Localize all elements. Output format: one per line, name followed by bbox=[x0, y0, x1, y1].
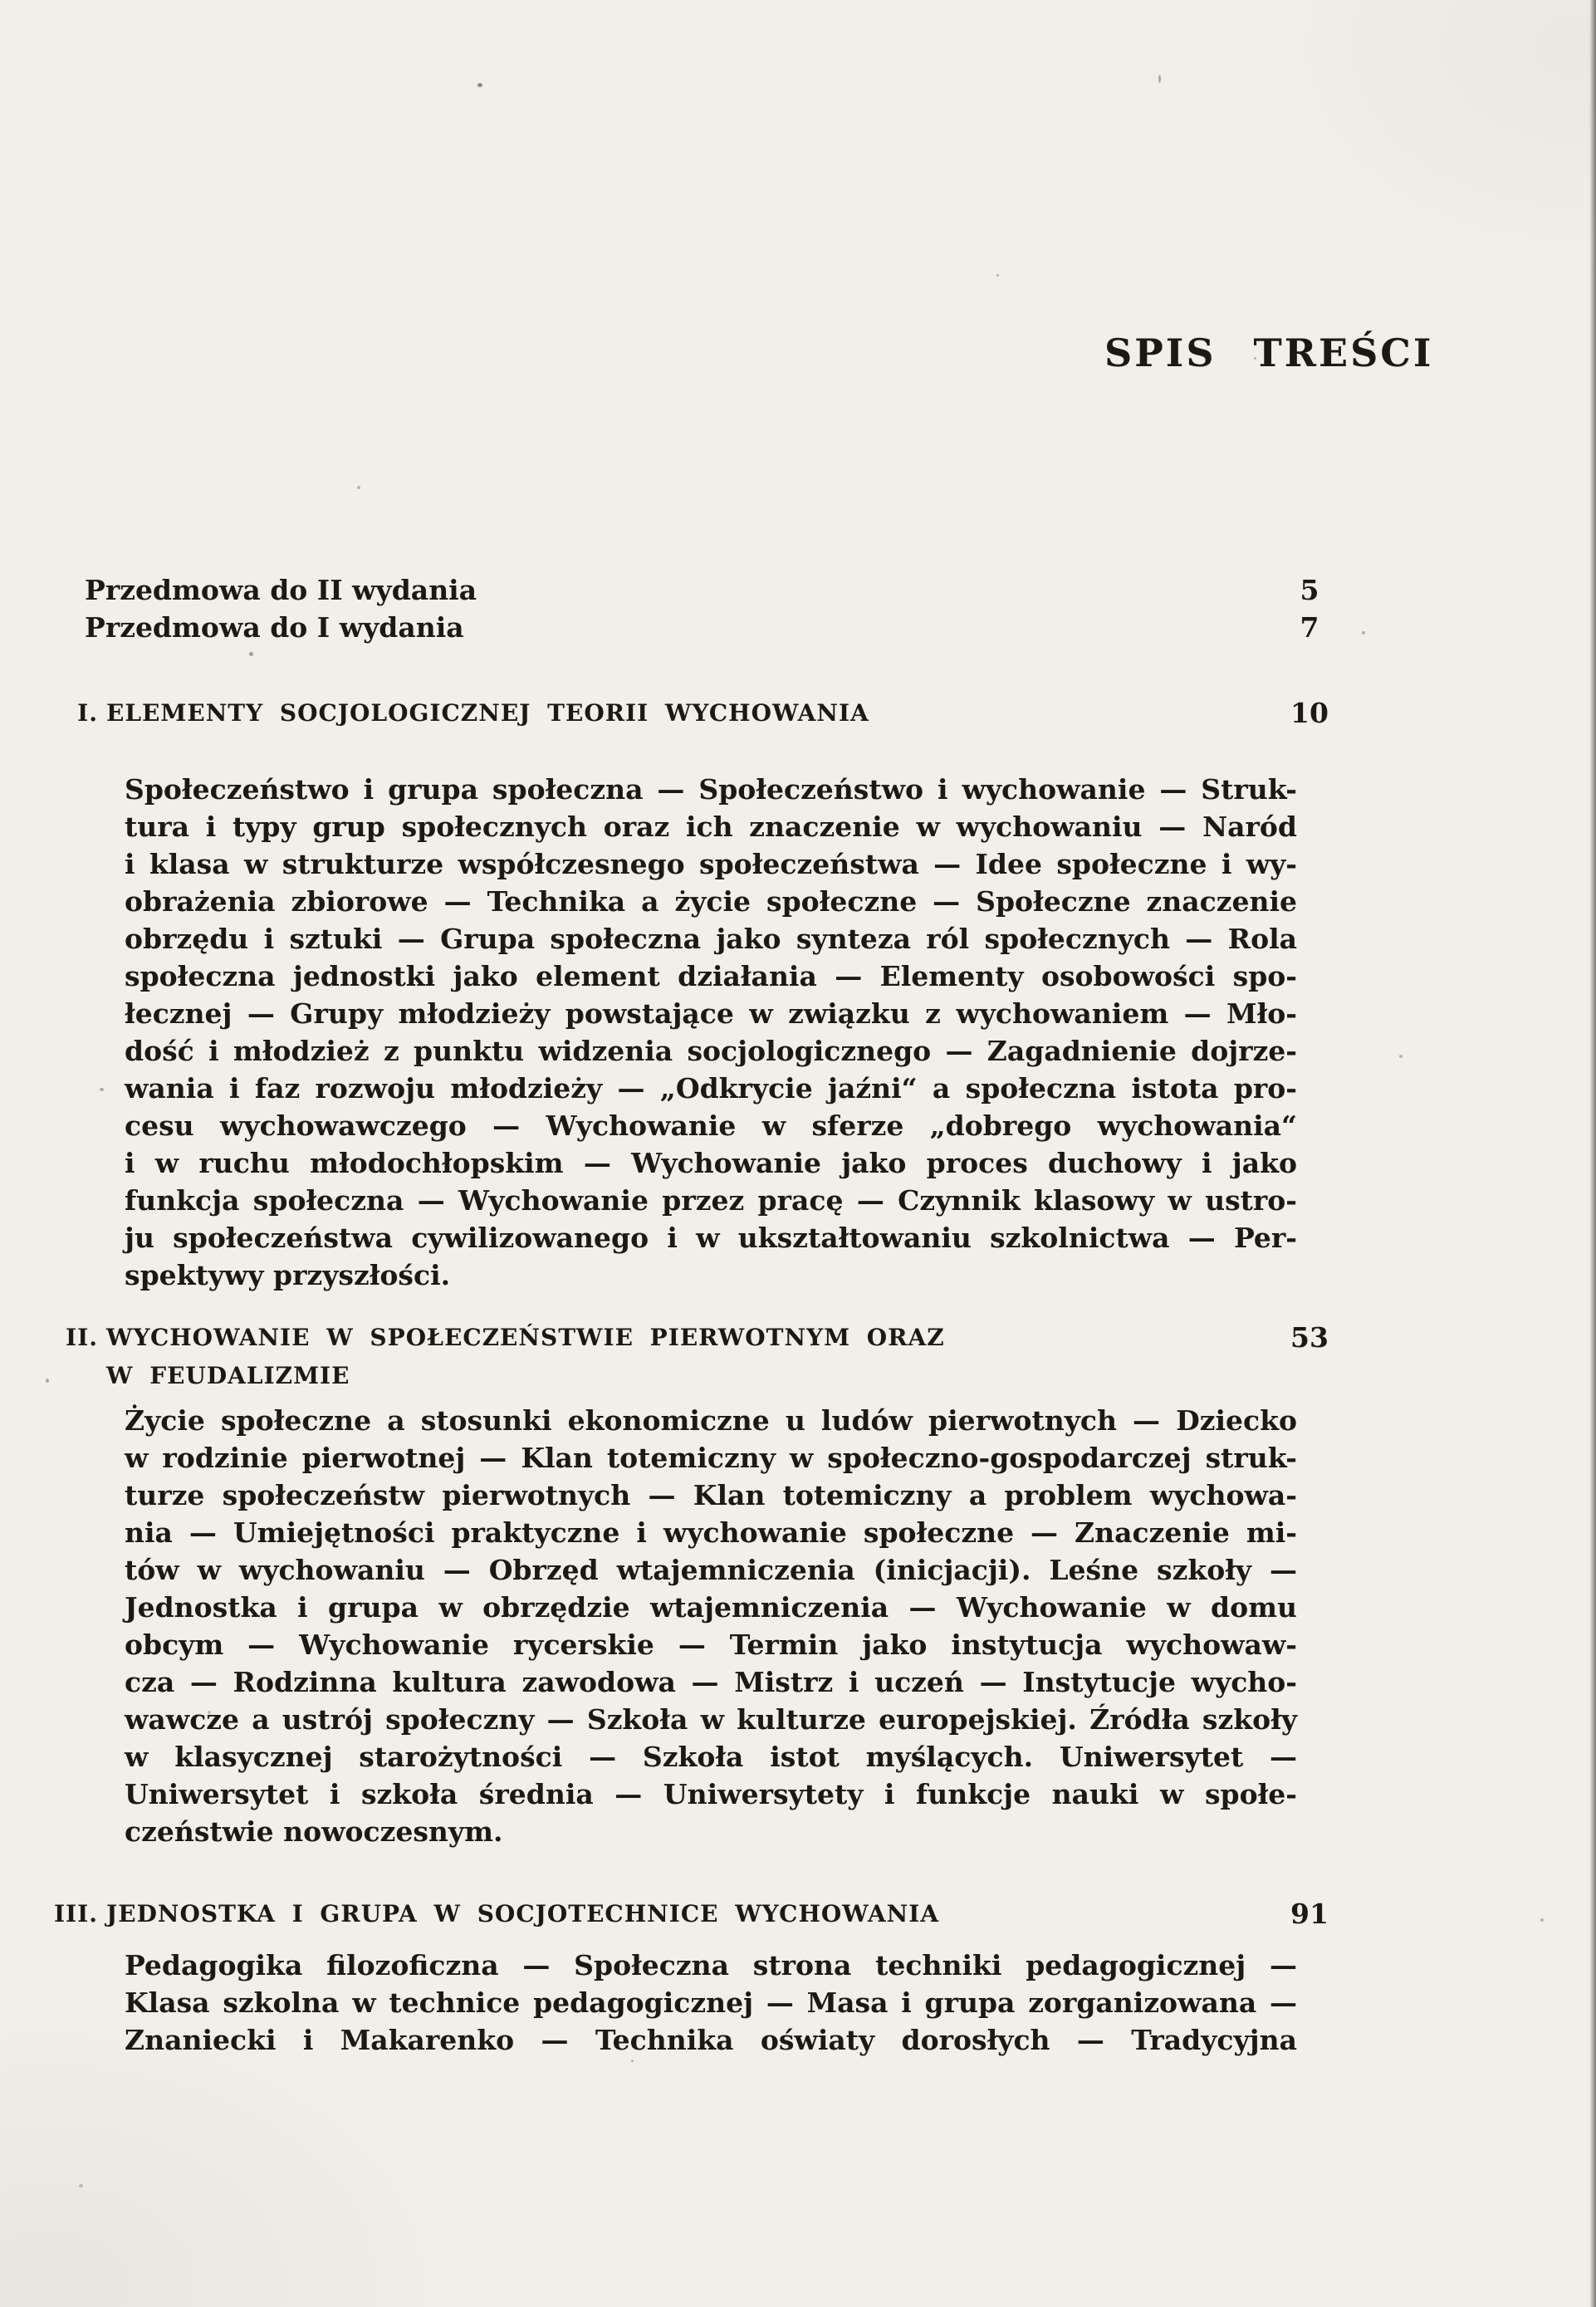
scan-speckle bbox=[1254, 357, 1256, 360]
scan-speckle bbox=[249, 652, 253, 656]
toc-entry bbox=[85, 571, 1334, 609]
summary-line: funkcja społeczna — Wychowanie przez pracę — Czynnik klasowy w ustro- bbox=[125, 1184, 1297, 1217]
summary-line: Życie społeczne a stosunki ekonomiczne u ludów pierwotnych — Dziecko bbox=[125, 1404, 1297, 1437]
section-numeral: III. bbox=[53, 1900, 98, 1927]
section-page-number: 10 bbox=[1290, 697, 1329, 729]
section-numeral: II. bbox=[66, 1324, 98, 1351]
summary-line: tura i typy grup społecznych oraz ich znaczenie w wychowaniu — Naród bbox=[125, 811, 1297, 843]
summary-line: Społeczeństwo i grupa społeczna — Społeczeństwo i wychowanie — Struk- bbox=[125, 773, 1297, 806]
section-page-number: 91 bbox=[1290, 1898, 1329, 1930]
section-title-line: WYCHOWANIE W SPOŁECZEŃSTWIE PIERWOTNYM ORAZ bbox=[106, 1324, 945, 1351]
section-title bbox=[106, 1319, 1226, 1395]
summary-line: Klasa szkolna w technice pedagogicznej — Masa i grupa zorganizowana — bbox=[125, 1986, 1297, 2019]
section-heading bbox=[40, 1319, 1334, 1395]
scan-speckle bbox=[1362, 631, 1365, 634]
scan-speckle bbox=[100, 1088, 104, 1091]
scan-speckle bbox=[208, 1711, 211, 1714]
section-heading bbox=[40, 694, 1334, 732]
section-summary bbox=[125, 1947, 1297, 2059]
section-title bbox=[106, 1895, 1226, 1933]
section-title-line: ELEMENTY SOCJOLOGICZNEJ TEORII WYCHOWANIA bbox=[106, 699, 869, 727]
summary-line: ju społeczeństwa cywilizowanego i w ukształtowaniu szkolnictwa — Per- bbox=[125, 1222, 1297, 1254]
scan-speckle bbox=[46, 1379, 49, 1383]
summary-line: łecznej — Grupy młodzieży powstające w związku z wychowaniem — Mło- bbox=[125, 997, 1297, 1030]
section-summary bbox=[125, 1402, 1297, 1850]
summary-line: nia — Umiejętności praktyczne i wychowanie społeczne — Znaczenie mi- bbox=[125, 1516, 1297, 1549]
section-title bbox=[106, 694, 1226, 732]
section-numeral: I. bbox=[77, 699, 98, 727]
toc-entry-label: Przedmowa do I wydania bbox=[85, 611, 464, 644]
summary-line: obrażenia zbiorowe — Technika a życie społeczne — Społeczne znaczenie bbox=[125, 885, 1297, 918]
summary-line: dość i młodzież z punktu widzenia socjologicznego — Zagadnienie dojrze- bbox=[125, 1035, 1297, 1067]
summary-line: w rodzinie pierwotnej — Klan totemiczny w społeczno-gospodarczej struk- bbox=[125, 1442, 1297, 1474]
summary-line: wawcze a ustrój społeczny — Szkoła w kulturze europejskiej. Źródła szkoły bbox=[125, 1703, 1297, 1736]
summary-line: Jednostka i grupa w obrzędzie wtajemniczenia — Wychowanie w domu bbox=[125, 1591, 1297, 1624]
section-title-line: JEDNOSTKA I GRUPA W SOCJOTECHNICE WYCHOWANIA bbox=[106, 1900, 940, 1927]
toc-entry-page: 7 bbox=[1300, 611, 1319, 644]
summary-line: i klasa w strukturze współczesnego społeczeństwa — Idee społeczne i wy- bbox=[125, 848, 1297, 880]
scan-speckle bbox=[79, 2184, 83, 2187]
summary-line: obcym — Wychowanie rycerskie — Termin jako instytucja wychowaw- bbox=[125, 1629, 1297, 1661]
summary-line: Uniwersytet i szkoła średnia — Uniwersytety i funkcje nauki w społe- bbox=[125, 1778, 1297, 1810]
section-heading bbox=[40, 1895, 1334, 1933]
summary-line: tów w wychowaniu — Obrzęd wtajemniczenia (inicjacji). Leśne szkoły — bbox=[125, 1554, 1297, 1586]
scan-speckle bbox=[631, 2060, 634, 2062]
summary-line: obrzędu i sztuki — Grupa społeczna jako synteza ról społecznych — Rola bbox=[125, 923, 1297, 955]
summary-line: społeczna jednostki jako element działania — Elementy osobowości spo- bbox=[125, 960, 1297, 992]
summary-line: w klasycznej starożytności — Szkoła istot myślących. Uniwersytet — bbox=[125, 1741, 1297, 1773]
scan-speckle bbox=[357, 486, 360, 489]
summary-line: Pedagogika filozoficzna — Społeczna strona techniki pedagogicznej — bbox=[125, 1949, 1297, 1981]
scan-edge-artifact bbox=[1589, 0, 1596, 2307]
section-page-number: 53 bbox=[1290, 1321, 1329, 1354]
scan-speckle bbox=[432, 980, 434, 982]
scan-speckle bbox=[1158, 75, 1161, 83]
toc-entry-page: 5 bbox=[1300, 574, 1319, 606]
front-matter-list bbox=[85, 571, 1334, 646]
summary-line: i w ruchu młodochłopskim — Wychowanie jako proces duchowy i jako bbox=[125, 1147, 1297, 1179]
page-title: SPIS TREŚCI bbox=[1104, 331, 1434, 375]
toc-entry bbox=[85, 609, 1334, 646]
scan-speckle bbox=[1540, 1918, 1544, 1922]
summary-line: cza — Rodzinna kultura zawodowa — Mistrz i uczeń — Instytucje wycho- bbox=[125, 1666, 1297, 1698]
summary-line: czeństwie nowoczesnym. bbox=[125, 1815, 503, 1848]
summary-line: spektywy przyszłości. bbox=[125, 1259, 451, 1291]
summary-line: Znaniecki i Makarenko — Technika oświaty dorosłych — Tradycyjna bbox=[125, 2024, 1297, 2056]
toc-entry-label: Przedmowa do II wydania bbox=[85, 574, 477, 606]
summary-line: wania i faz rozwoju młodzieży — „Odkrycie jaźni“ a społeczna istota pro- bbox=[125, 1072, 1297, 1105]
summary-line: cesu wychowawczego — Wychowanie w sferze „dobrego wychowania“ bbox=[125, 1109, 1297, 1142]
section-summary bbox=[125, 771, 1297, 1294]
scan-speckle bbox=[996, 274, 999, 277]
scan-speckle bbox=[751, 1233, 755, 1237]
scan-speckle bbox=[1399, 1055, 1403, 1058]
scan-speckle bbox=[477, 83, 482, 87]
section-title-line: W FEUDALIZMIE bbox=[106, 1362, 350, 1389]
summary-line: turze społeczeństw pierwotnych — Klan totemiczny a problem wychowa- bbox=[125, 1479, 1297, 1511]
